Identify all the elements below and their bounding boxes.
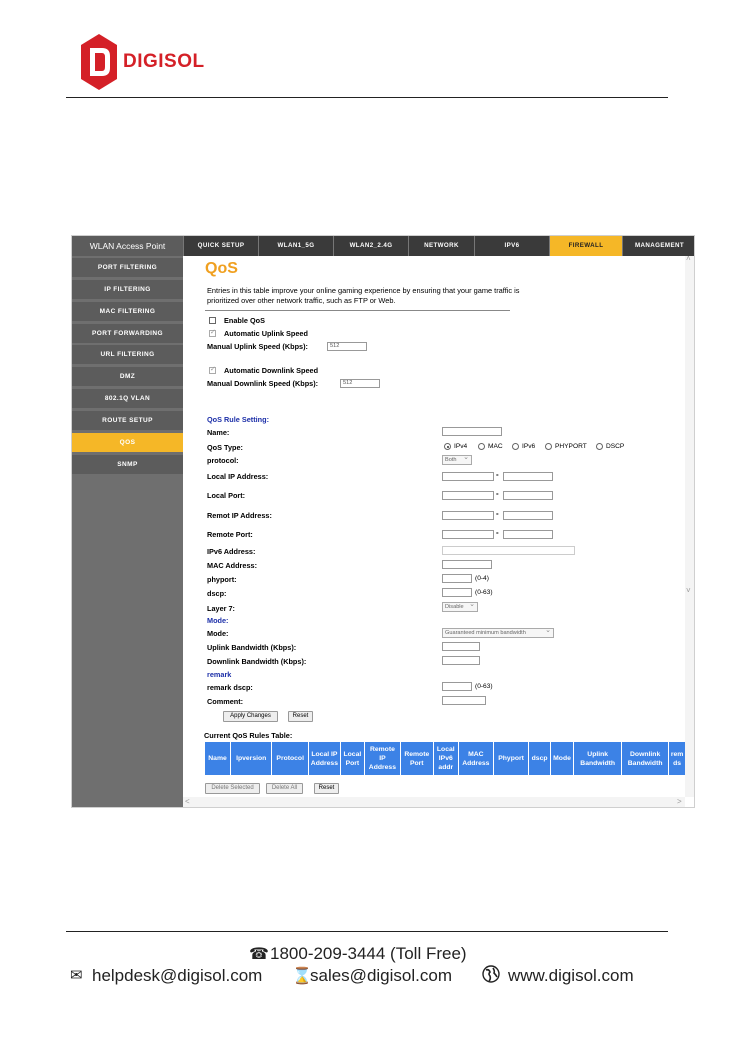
globe-icon xyxy=(482,965,500,988)
footer-helpdesk-email[interactable]: helpdesk@digisol.com xyxy=(92,966,263,985)
tab-wlan2-24g[interactable]: WLAN2_2.4G xyxy=(333,236,408,256)
local-ip-label: Local IP Address: xyxy=(207,472,269,481)
ipv6-address-label: IPv6 Address: xyxy=(207,547,256,556)
enable-qos-checkbox[interactable] xyxy=(209,317,216,324)
layer7-select[interactable]: Disable ⌄ xyxy=(442,602,478,612)
local-port-start-input[interactable] xyxy=(442,491,494,500)
horizontal-scrollbar[interactable] xyxy=(183,797,685,808)
qos-type-mac-radio[interactable] xyxy=(478,443,485,450)
auto-uplink-checkbox[interactable] xyxy=(209,330,216,337)
remote-ip-end-input[interactable] xyxy=(503,511,553,520)
enable-qos-label: Enable QoS xyxy=(224,316,265,325)
phone-icon: ☎ xyxy=(249,946,269,963)
vertical-scrollbar[interactable] xyxy=(685,256,695,797)
qos-content xyxy=(183,256,685,797)
qos-type-phyport-radio[interactable] xyxy=(545,443,552,450)
apply-changes-button[interactable]: Apply Changes xyxy=(223,711,278,722)
reset-button[interactable]: Reset xyxy=(288,711,313,722)
remote-ip-separator: - xyxy=(496,509,499,518)
layer7-label: Layer 7: xyxy=(207,604,235,613)
manual-downlink-input[interactable]: 512 xyxy=(340,379,380,388)
table-header-row xyxy=(205,742,685,775)
column-header: rem ds xyxy=(669,742,685,775)
remark-dscp-label: remark dscp: xyxy=(207,683,253,692)
table-reset-button[interactable]: Reset xyxy=(314,783,339,794)
column-header: Downlink Bandwidth xyxy=(622,742,669,775)
column-header: Name xyxy=(205,742,231,775)
column-header: Local IPv6 addr xyxy=(434,742,459,775)
qos-rules-table xyxy=(205,742,685,775)
page-description: Entries in this table improve your online gaming experience by ensuring that your game traffic is prioritized over other network traffic, such as FTP or Web. xyxy=(207,286,520,305)
column-header: Protocol xyxy=(272,742,309,775)
remote-port-start-input[interactable] xyxy=(442,530,494,539)
sidebar-item-vlan[interactable]: 802.1Q VLAN xyxy=(72,389,183,408)
auto-downlink-label: Automatic Downlink Speed xyxy=(224,366,319,375)
auto-uplink-label: Automatic Uplink Speed xyxy=(224,329,308,338)
footer-phone: 1800-209-3444 (Toll Free) xyxy=(270,944,467,963)
top-navigation xyxy=(72,236,695,256)
ipv6-address-input[interactable] xyxy=(442,546,575,555)
name-label: Name: xyxy=(207,428,230,437)
comment-label: Comment: xyxy=(207,697,244,706)
digisol-hexagon-icon xyxy=(79,33,119,91)
dscp-label: dscp: xyxy=(207,589,227,598)
local-ip-end-input[interactable] xyxy=(503,472,553,481)
qos-type-ipv6-label: IPv6 xyxy=(522,443,536,450)
column-header: Local Port xyxy=(341,742,365,775)
hourglass-icon: ⌛ xyxy=(292,968,312,985)
qos-type-ipv4-radio[interactable] xyxy=(444,443,451,450)
remote-port-label: Remote Port: xyxy=(207,530,253,539)
local-port-end-input[interactable] xyxy=(503,491,553,500)
column-header: dscp xyxy=(529,742,550,775)
sidebar-item-port-filtering[interactable]: PORT FILTERING xyxy=(72,258,183,277)
manual-uplink-input[interactable]: 512 xyxy=(327,342,367,351)
rules-table-heading: Current QoS Rules Table: xyxy=(204,731,293,740)
tab-ipv6[interactable]: IPV6 xyxy=(474,236,549,256)
qos-type-ipv4-label: IPv4 xyxy=(454,443,468,450)
uplink-bandwidth-label: Uplink Bandwidth (Kbps): xyxy=(207,643,297,652)
qos-type-label: QoS Type: xyxy=(207,443,243,452)
footer-sales-email[interactable]: sales@digisol.com xyxy=(310,966,452,985)
remark-dscp-hint: (0-63) xyxy=(475,683,493,690)
sidebar-item-ip-filtering[interactable]: IP FILTERING xyxy=(72,280,183,299)
rule-setting-heading: QoS Rule Setting: xyxy=(207,415,270,424)
sidebar-item-port-forwarding[interactable]: PORT FORWARDING xyxy=(72,324,183,343)
scroll-up-icon[interactable]: ˄ xyxy=(686,254,691,263)
column-header: Ipversion xyxy=(231,742,272,775)
protocol-select[interactable]: Both ⌄ xyxy=(442,455,472,465)
qos-type-dscp-label: DSCP xyxy=(606,443,625,450)
mode-select[interactable]: Guaranteed minimum bandwidth ⌄ xyxy=(442,628,554,638)
column-header: Phyport xyxy=(494,742,530,775)
title-divider xyxy=(205,310,510,311)
tab-network[interactable]: NETWORK xyxy=(408,236,474,256)
tab-management[interactable]: MANAGEMENT xyxy=(622,236,695,256)
sidebar-item-mac-filtering[interactable]: MAC FILTERING xyxy=(72,302,183,321)
qos-type-phyport-label: PHYPORT xyxy=(555,443,587,450)
footer-divider xyxy=(66,931,668,932)
footer-website[interactable]: www.digisol.com xyxy=(508,966,634,985)
column-header: Local IP Address xyxy=(309,742,341,775)
name-input[interactable] xyxy=(442,427,502,436)
phyport-input[interactable] xyxy=(442,574,472,583)
remark-dscp-input[interactable] xyxy=(442,682,472,691)
dscp-input[interactable] xyxy=(442,588,472,597)
column-header: Uplink Bandwidth xyxy=(574,742,622,775)
qos-type-mac-label: MAC xyxy=(488,443,503,450)
phyport-hint: (0-4) xyxy=(475,575,489,582)
page-title: QoS xyxy=(205,260,238,277)
manual-downlink-label: Manual Downlink Speed (Kbps): xyxy=(207,379,319,388)
phyport-label: phyport: xyxy=(207,575,237,584)
dscp-hint: (0-63) xyxy=(475,589,493,596)
remote-ip-label: Remot IP Address: xyxy=(207,511,272,520)
tab-wlan1-5g[interactable]: WLAN1_5G xyxy=(258,236,333,256)
auto-downlink-checkbox[interactable] xyxy=(209,367,216,374)
header-divider xyxy=(66,97,668,98)
manual-uplink-label: Manual Uplink Speed (Kbps): xyxy=(207,342,308,351)
column-header: Remote IP Address xyxy=(365,742,401,775)
uplink-bandwidth-input[interactable] xyxy=(442,642,480,651)
local-ip-separator: - xyxy=(496,470,499,479)
mail-icon: ✉ xyxy=(70,967,83,984)
tab-firewall[interactable]: FIREWALL xyxy=(549,236,622,256)
sidebar-item-qos[interactable]: QOS xyxy=(72,433,183,452)
sidebar-item-route-setup[interactable]: ROUTE SETUP xyxy=(72,411,183,430)
remote-ip-start-input[interactable] xyxy=(442,511,494,520)
protocol-label: protocol: xyxy=(207,456,239,465)
column-header: MAC Address xyxy=(459,742,494,775)
scroll-left-icon[interactable]: < xyxy=(185,797,190,806)
comment-input[interactable] xyxy=(442,696,486,705)
column-header: Remote Port xyxy=(401,742,434,775)
local-port-label: Local Port: xyxy=(207,491,246,500)
sidebar-item-dmz[interactable]: DMZ xyxy=(72,367,183,386)
digisol-logo xyxy=(79,33,219,93)
downlink-bandwidth-label: Downlink Bandwidth (Kbps): xyxy=(207,657,307,666)
local-ip-start-input[interactable] xyxy=(442,472,494,481)
qos-type-dscp-radio[interactable] xyxy=(596,443,603,450)
router-ui-screenshot xyxy=(71,235,695,808)
app-title: WLAN Access Point xyxy=(72,236,183,256)
sidebar-item-snmp[interactable]: SNMP xyxy=(72,455,183,474)
local-port-separator: - xyxy=(496,489,499,498)
sidebar xyxy=(72,256,183,808)
column-header: Mode xyxy=(551,742,574,775)
scroll-right-icon[interactable]: > xyxy=(677,797,682,806)
downlink-bandwidth-input[interactable] xyxy=(442,656,480,665)
mode-heading: Mode: xyxy=(207,616,229,625)
delete-all-button[interactable]: Delete All xyxy=(266,783,303,794)
scroll-down-icon[interactable]: ˅ xyxy=(686,586,691,595)
tab-quick-setup[interactable]: QUICK SETUP xyxy=(183,236,258,256)
sidebar-item-url-filtering[interactable]: URL FILTERING xyxy=(72,345,183,364)
delete-selected-button[interactable]: Delete Selected xyxy=(205,783,260,794)
remote-port-end-input[interactable] xyxy=(503,530,553,539)
mac-address-input[interactable] xyxy=(442,560,492,569)
brand-name: DIGISOL xyxy=(123,51,205,72)
mac-address-label: MAC Address: xyxy=(207,561,258,570)
remote-port-separator: - xyxy=(496,528,499,537)
remark-heading: remark xyxy=(207,670,232,679)
mode-label: Mode: xyxy=(207,629,229,638)
qos-type-ipv6-radio[interactable] xyxy=(512,443,519,450)
